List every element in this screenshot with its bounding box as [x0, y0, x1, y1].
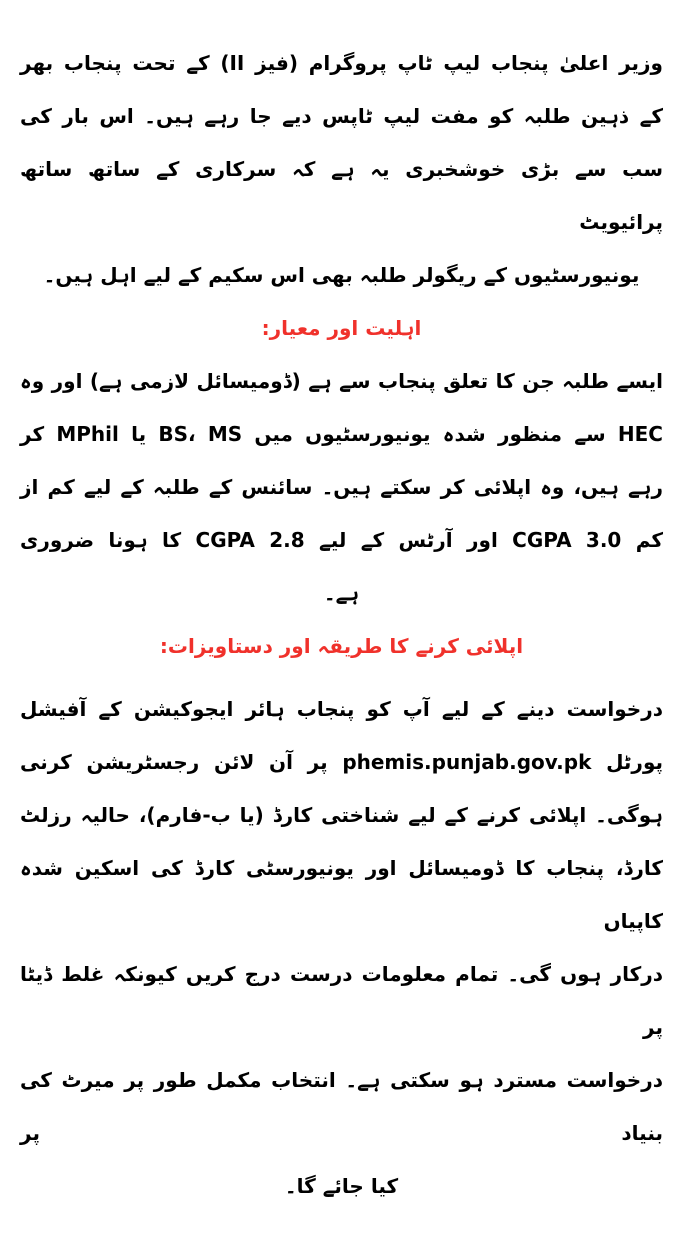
- text-line: ایسے طلبہ جن کا تعلق پنجاب سے ہے (ڈومیسائل لازمی ہے) اور وہ: [20, 369, 663, 393]
- text-line: کے ذہین طلبہ کو مفت لیپ ٹاپس دیے جا رہے ہیں۔ اس بار کی: [20, 104, 663, 128]
- text-line: درکار ہوں گی۔ تمام معلومات درست درج کریں کیونکہ غلط ڈیٹا پر: [20, 962, 663, 1039]
- text-line: کیا جائے گا۔: [284, 1174, 399, 1198]
- section-heading-eligibility: اہلیت اور معیار:: [261, 316, 422, 340]
- text-line: HEC سے منظور شدہ یونیورسٹیوں میں BS، MS یا MPhil کر: [20, 422, 663, 446]
- text-line: ہے۔: [323, 581, 360, 605]
- text-line: ہوگی۔ اپلائی کرنے کے لیے شناختی کارڈ (یا ب-فارم)، حالیہ رزلٹ: [20, 803, 663, 827]
- paragraph-eligibility: [20, 355, 663, 620]
- text-line: سب سے بڑی خوشخبری یہ ہے کہ سرکاری کے ساتھ ساتھ پرائیویٹ: [20, 157, 663, 234]
- text-line: رہے ہیں، وہ اپلائی کر سکتے ہیں۔ سائنس کے طلبہ کے لیے کم از: [20, 475, 663, 499]
- paragraph-intro: [20, 37, 663, 302]
- text-line: یونیورسٹیوں کے ریگولر طلبہ بھی اس سکیم کے لیے اہل ہیں۔: [43, 263, 640, 287]
- text-line: درخواست مسترد ہو سکتی ہے۔ انتخاب مکمل طور پر میرٹ کی بنیاد پر: [20, 1068, 663, 1145]
- section-heading-apply-method: اپلائی کرنے کا طریقہ اور دستاویزات:: [159, 634, 524, 658]
- text-line: درخواست دینے کے لیے آپ کو پنجاب ہائر ایجوکیشن کے آفیشل: [20, 697, 663, 721]
- text-line: وزیر اعلیٰ پنجاب لیپ ٹاپ پروگرام (فیز II) کے تحت پنجاب بھر: [20, 51, 663, 75]
- text-line: کم CGPA 3.0 اور آرٹس کے لیے CGPA 2.8 کا ہونا ضروری: [20, 528, 664, 552]
- paragraph-apply: [20, 683, 663, 1213]
- text-line: کارڈ، پنجاب کا ڈومیسائل اور یونیورسٹی کارڈ کی اسکین شدہ کاپیاں: [20, 856, 663, 933]
- text-line: پورٹل phemis.punjab.gov.pk پر آن لائن رجسٹریشن کرنی: [20, 750, 663, 774]
